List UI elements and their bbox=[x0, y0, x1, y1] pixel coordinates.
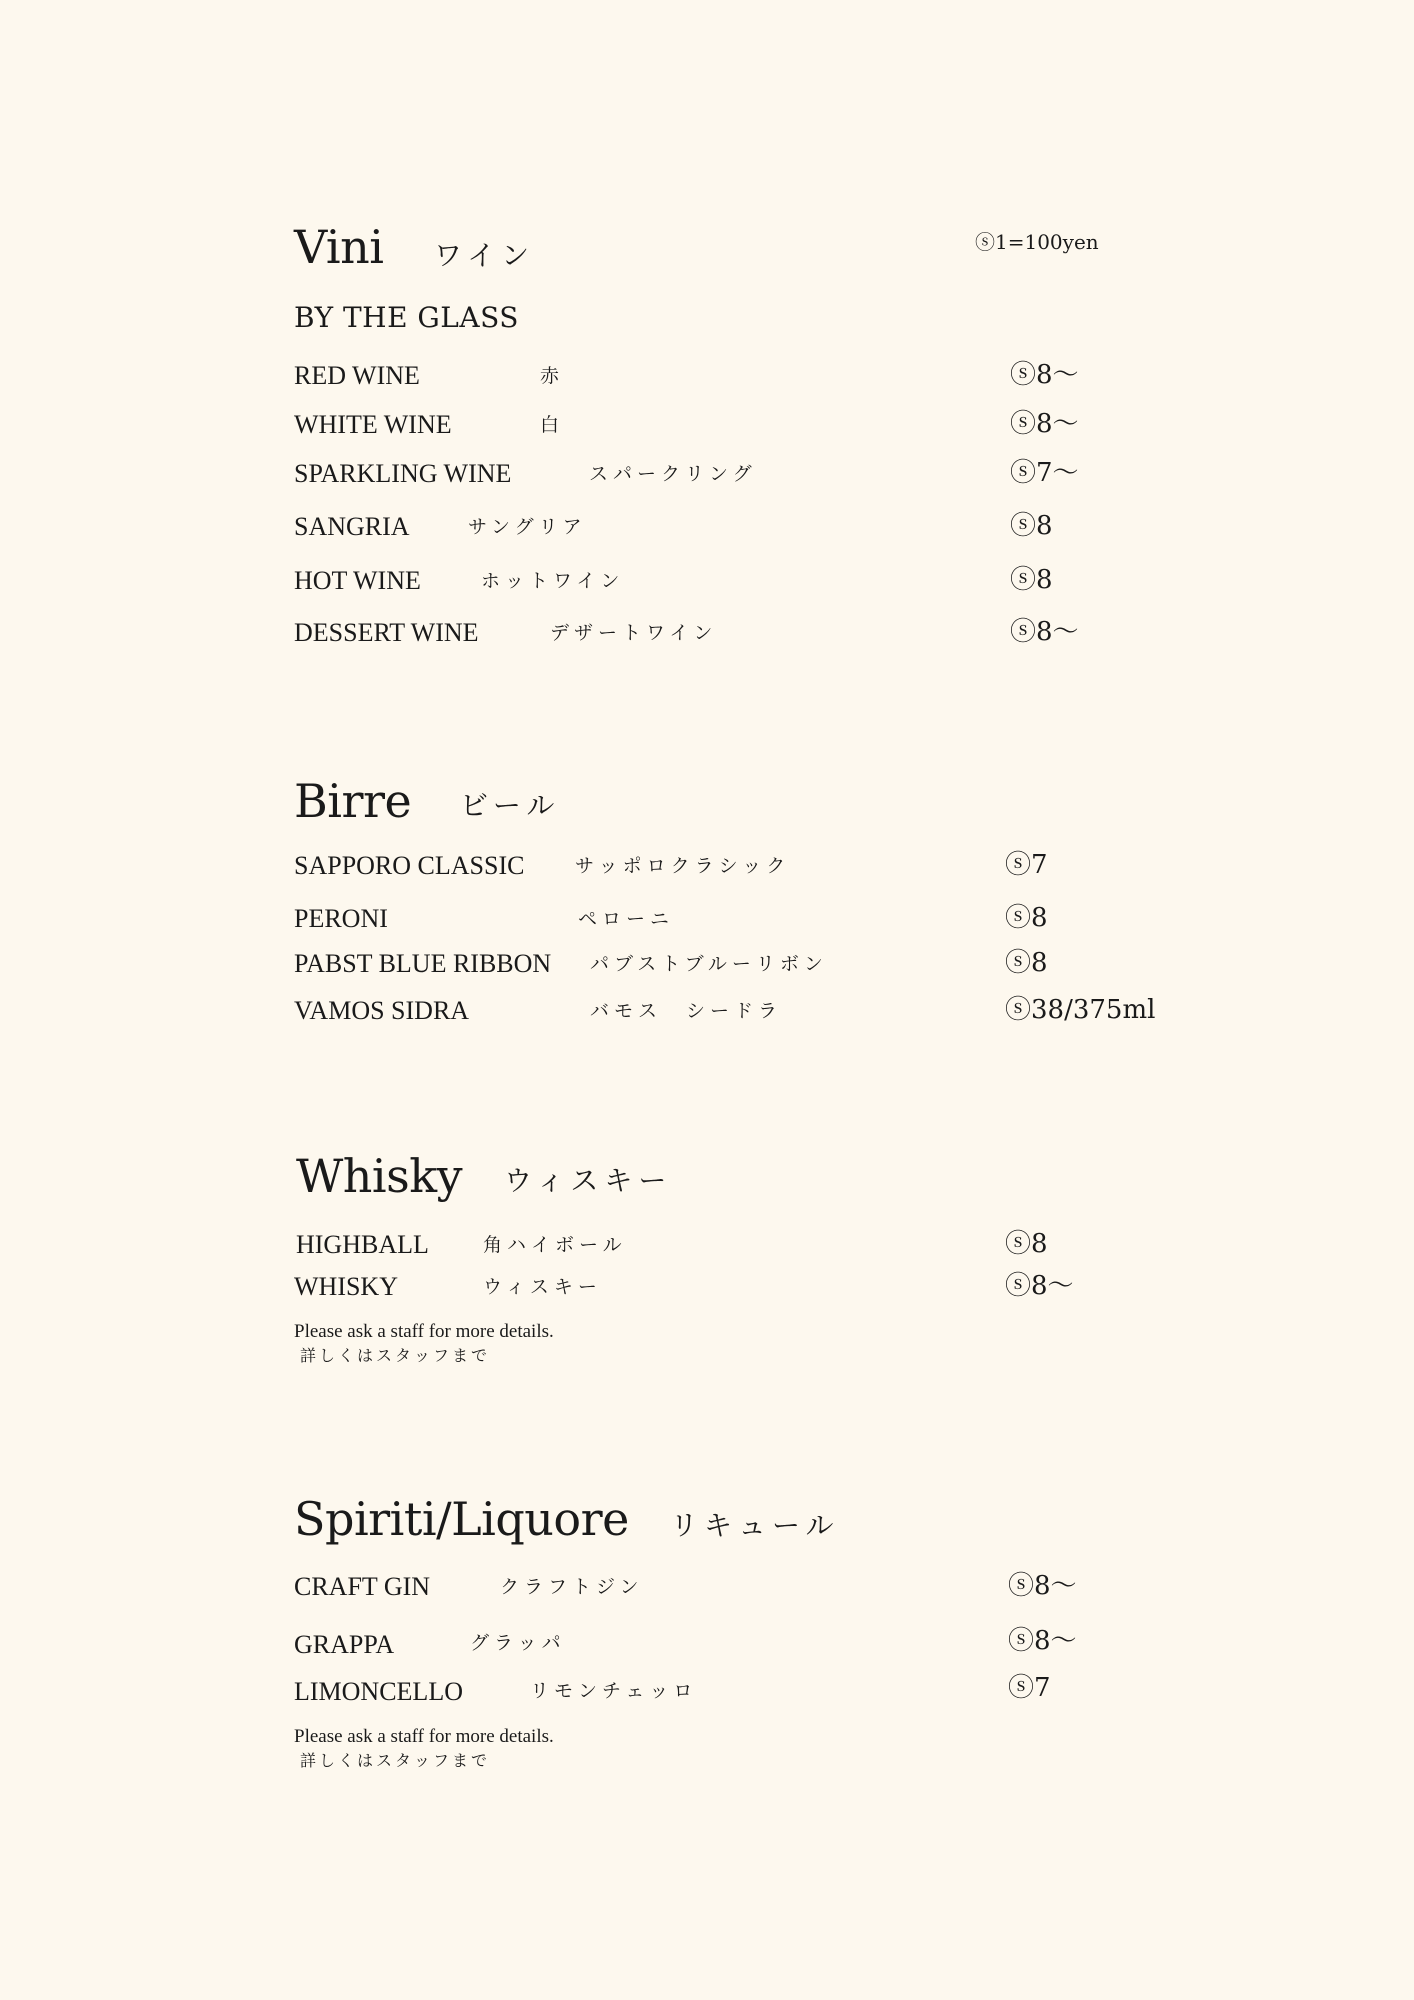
menu-item-price: ⓢ8〜 bbox=[1010, 617, 1079, 647]
section-title-spiriti: Spiriti/Liquore bbox=[294, 1492, 629, 1546]
menu-item-price: ⓢ8〜 bbox=[1005, 1271, 1074, 1301]
menu-item-name: SANGRIA bbox=[294, 512, 410, 541]
staff-note-en: Please ask a staff for more details. bbox=[294, 1321, 554, 1342]
menu-item-price: ⓢ8 bbox=[1010, 511, 1053, 541]
currency-rate-note: ⓢ1=100yen bbox=[975, 230, 1099, 254]
section-title-whisky-jp: ウィスキー bbox=[504, 1164, 673, 1197]
staff-note-jp: 詳しくはスタッフまで bbox=[300, 1751, 491, 1770]
menu-item-price: ⓢ8〜 bbox=[1010, 360, 1079, 390]
menu-item-jp: バモス シードラ bbox=[590, 1000, 783, 1022]
menu-item-jp: リモンチェッロ bbox=[530, 1680, 698, 1702]
menu-item-name: SPARKLING WINE bbox=[294, 459, 512, 488]
menu-item-price: ⓢ8 bbox=[1005, 1229, 1048, 1259]
menu-item-price: ⓢ7〜 bbox=[1010, 458, 1079, 488]
menu-item-name: SAPPORO CLASSIC bbox=[294, 851, 525, 880]
section-title-vini-jp: ワイン bbox=[434, 239, 536, 272]
menu-item-name: VAMOS SIDRA bbox=[294, 996, 470, 1025]
menu-item-name: HIGHBALL bbox=[296, 1230, 429, 1259]
menu-item-price: ⓢ8 bbox=[1010, 565, 1053, 595]
menu-item-jp: 白 bbox=[540, 414, 565, 436]
menu-item-name: CRAFT GIN bbox=[294, 1572, 431, 1601]
section-title-birre: Birre bbox=[294, 774, 412, 828]
menu-item-name: LIMONCELLO bbox=[294, 1677, 463, 1706]
menu-item-price: ⓢ8 bbox=[1005, 948, 1048, 978]
menu-item-name: WHITE WINE bbox=[294, 410, 452, 439]
menu-item-jp: サングリア bbox=[468, 516, 587, 538]
menu-item-name: DESSERT WINE bbox=[294, 618, 479, 647]
section-title-whisky: Whisky bbox=[296, 1149, 463, 1203]
section-title-vini: Vini bbox=[294, 220, 384, 274]
staff-note-en: Please ask a staff for more details. bbox=[294, 1726, 554, 1747]
menu-item-price: ⓢ38/375ml bbox=[1005, 995, 1156, 1025]
menu-item-price: ⓢ8〜 bbox=[1008, 1626, 1077, 1656]
menu-item-jp: デザートワイン bbox=[550, 622, 718, 644]
menu-item-name: RED WINE bbox=[294, 361, 420, 390]
menu-item-jp: サッポロクラシック bbox=[575, 855, 791, 877]
menu-item-price: ⓢ8〜 bbox=[1010, 409, 1079, 439]
menu-item-name: WHISKY bbox=[294, 1272, 398, 1301]
menu-item-jp: パブストブルーリボン bbox=[590, 953, 828, 975]
section-title-spiriti-jp: リキュール bbox=[670, 1509, 840, 1542]
menu-item-name: GRAPPA bbox=[294, 1630, 395, 1659]
menu-item-price: ⓢ7 bbox=[1005, 850, 1048, 880]
menu-item-price: ⓢ8 bbox=[1005, 903, 1048, 933]
section-title-birre-jp: ビール bbox=[460, 789, 561, 822]
staff-note-jp: 詳しくはスタッフまで bbox=[300, 1346, 491, 1365]
menu-item-name: PERONI bbox=[294, 904, 388, 933]
menu-item-price: ⓢ7 bbox=[1008, 1673, 1051, 1703]
menu-item-jp: 赤 bbox=[540, 365, 565, 387]
menu-item-jp: ウィスキー bbox=[483, 1276, 602, 1298]
menu-item-name: PABST BLUE RIBBON bbox=[294, 949, 552, 978]
menu-item-name: HOT WINE bbox=[294, 566, 421, 595]
menu-item-jp: スパークリング bbox=[589, 463, 757, 485]
menu-item-price: ⓢ8〜 bbox=[1008, 1571, 1077, 1601]
menu-item-jp: ペローニ bbox=[578, 908, 675, 930]
by-the-glass-subtitle: BY THE GLASS bbox=[294, 301, 519, 334]
menu-item-jp: クラフトジン bbox=[500, 1576, 644, 1598]
menu-item-jp: 角ハイボール bbox=[483, 1234, 627, 1256]
menu-item-jp: ホットワイン bbox=[481, 570, 625, 592]
menu-item-jp: グラッパ bbox=[470, 1632, 566, 1654]
